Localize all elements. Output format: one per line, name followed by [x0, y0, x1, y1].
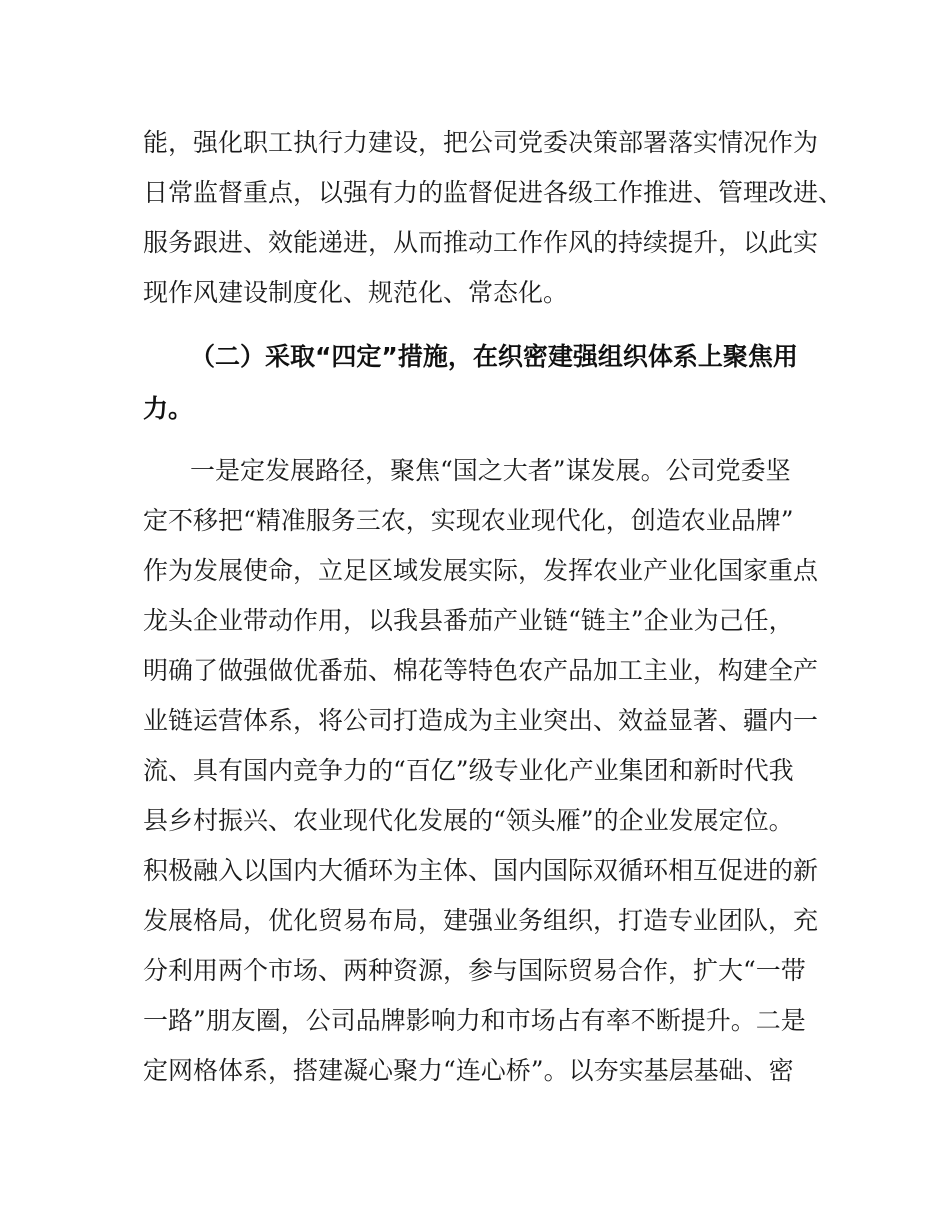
paragraph-2-line: 定不移把“精准服务三农，实现农业现代化，创造农业品牌” — [143, 506, 794, 535]
paragraph-2-line: 定网格体系，搭建凝心聚力“连心桥”。以夯实基层基础、密 — [143, 1056, 794, 1085]
paragraph-2-line: 明确了做强做优番茄、棉花等特色农产品加工主业，构建全产 — [143, 656, 819, 685]
paragraph-2-line: 积极融入以国内大循环为主体、国内国际双循环相互促进的新 — [143, 856, 819, 885]
paragraph-1-line: 现作风建设制度化、规范化、常态化。 — [143, 278, 569, 307]
paragraph-1-line: 服务跟进、效能递进，从而推动工作作风的持续提升，以此实 — [143, 228, 819, 257]
paragraph-2-line: 分利用两个市场、两种资源，参与国际贸易合作，扩大“一带 — [143, 956, 806, 985]
section-heading-continuation: 力。 — [143, 394, 194, 423]
paragraph-2-line: 一路”朋友圈，公司品牌影响力和市场占有率不断提升。二是 — [143, 1006, 806, 1035]
paragraph-1-line: 日常监督重点，以强有力的监督促进各级工作推进、管理改进、 — [143, 178, 844, 207]
paragraph-2-line: 流、具有国内竞争力的“百亿”级专业化产业集团和新时代我 — [143, 756, 794, 785]
paragraph-1-line: 能，强化职工执行力建设，把公司党委决策部署落实情况作为 — [143, 128, 819, 157]
paragraph-2-line: 业链运营体系，将公司打造成为主业突出、效益显著、疆内一 — [143, 706, 819, 735]
paragraph-2-line: 县乡村振兴、农业现代化发展的“领头雁”的企业发展定位。 — [143, 806, 794, 835]
paragraph-2-line: 龙头企业带动作用，以我县番茄产业链“链主”企业为己任， — [143, 606, 794, 635]
section-heading: （二）采取“四定”措施，在织密建强组织体系上聚焦用 — [190, 342, 798, 371]
paragraph-2-line: 一是定发展路径，聚焦“国之大者”谋发展。公司党委坚 — [190, 456, 791, 485]
paragraph-2-line: 发展格局，优化贸易布局，建强业务组织，打造专业团队，充 — [143, 906, 819, 935]
paragraph-2-line: 作为发展使命，立足区域发展实际，发挥农业产业化国家重点 — [143, 556, 819, 585]
